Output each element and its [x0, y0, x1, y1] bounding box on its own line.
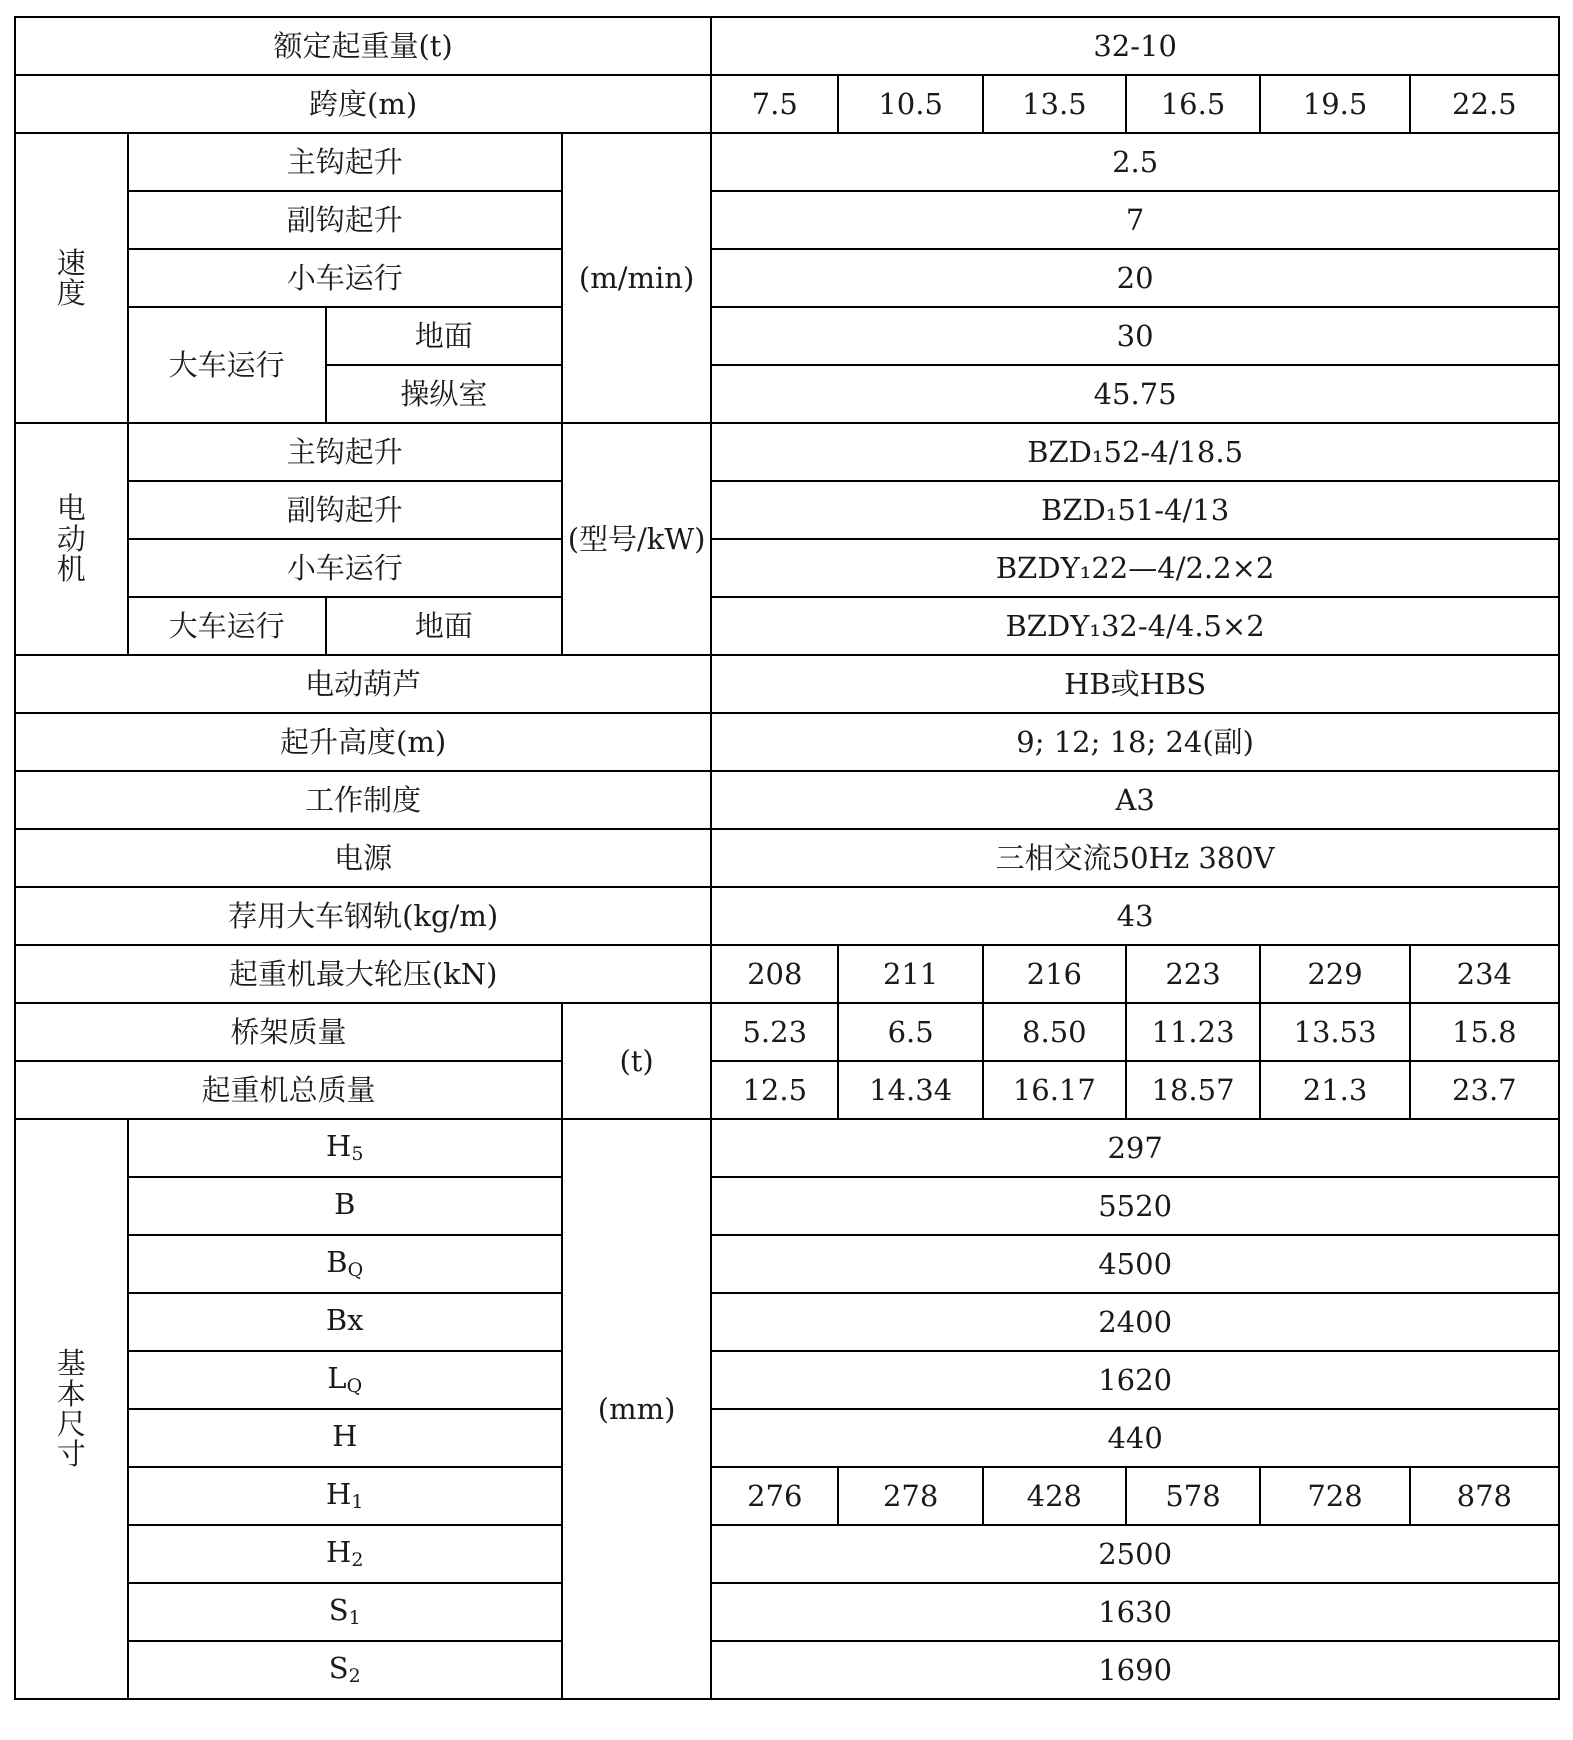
hoist-row	[15, 655, 1559, 713]
total-mass-value: 21.3	[1260, 1061, 1409, 1119]
duty-label: 工作制度	[15, 771, 711, 829]
dim-symbol	[128, 1409, 562, 1467]
dim-h1-value: 878	[1410, 1467, 1559, 1525]
span-label: 跨度(m)	[15, 75, 711, 133]
span-value: 10.5	[838, 75, 983, 133]
dim-symbol	[128, 1351, 562, 1409]
motor-main-hoist-row	[15, 423, 1559, 481]
span-value: 19.5	[1260, 75, 1409, 133]
dim-row-bq	[15, 1235, 1559, 1293]
rail-value: 43	[711, 887, 1559, 945]
dim-row-h1	[15, 1467, 1559, 1525]
total-mass-label: 起重机总质量	[15, 1061, 562, 1119]
bridge-mass-value: 6.5	[838, 1003, 983, 1061]
motor-group-label	[15, 423, 128, 655]
dim-row-lq	[15, 1351, 1559, 1409]
motor-crane-ground-label: 地面	[326, 597, 562, 655]
duty-value: A3	[711, 771, 1559, 829]
speed-trolley-label: 小车运行	[128, 249, 562, 307]
rated-capacity-label: 额定起重量(t)	[15, 17, 711, 75]
dimensions-group-text: 基本尺寸	[56, 1346, 86, 1472]
speed-crane-ground-row	[15, 307, 1559, 365]
rated-capacity-row	[15, 17, 1559, 75]
speed-crane-cab-value: 45.75	[711, 365, 1559, 423]
speed-main-hoist-row	[15, 133, 1559, 191]
rated-capacity-value: 32-10	[711, 17, 1559, 75]
hoist-label: 电动葫芦	[15, 655, 711, 713]
wheel-load-row	[15, 945, 1559, 1003]
dim-value: 5520	[711, 1177, 1559, 1235]
dim-symbol	[128, 1293, 562, 1351]
dim-value: 297	[711, 1119, 1559, 1177]
dim-h1-value: 728	[1260, 1467, 1409, 1525]
wheel-load-value: 223	[1126, 945, 1261, 1003]
lift-height-value: 9; 12; 18; 24(副)	[711, 713, 1559, 771]
dim-value: 1620	[711, 1351, 1559, 1409]
dim-symbol-sub: 1	[351, 1491, 364, 1514]
wheel-load-value: 229	[1260, 945, 1409, 1003]
speed-group-label	[15, 133, 128, 423]
total-mass-row	[15, 1061, 1559, 1119]
dim-symbol-sub: Q	[346, 1375, 363, 1398]
motor-trolley-label: 小车运行	[128, 539, 562, 597]
wheel-load-value: 208	[711, 945, 838, 1003]
motor-aux-hoist-label: 副钩起升	[128, 481, 562, 539]
speed-crane-ground-label: 地面	[326, 307, 562, 365]
dim-h1-value: 428	[983, 1467, 1126, 1525]
dim-symbol-main: H	[332, 1419, 358, 1454]
span-row	[15, 75, 1559, 133]
total-mass-value: 14.34	[838, 1061, 983, 1119]
wheel-load-label: 起重机最大轮压(kN)	[15, 945, 711, 1003]
speed-trolley-row	[15, 249, 1559, 307]
dimensions-group-label	[15, 1119, 128, 1699]
dim-symbol-sub: 2	[351, 1549, 364, 1572]
wheel-load-value: 234	[1410, 945, 1559, 1003]
power-row	[15, 829, 1559, 887]
speed-main-hoist-label: 主钩起升	[128, 133, 562, 191]
dim-row-bx	[15, 1293, 1559, 1351]
bridge-mass-value: 5.23	[711, 1003, 838, 1061]
speed-unit: (m/min)	[562, 133, 711, 423]
speed-trolley-value: 20	[711, 249, 1559, 307]
motor-trolley-row	[15, 539, 1559, 597]
dim-value: 2500	[711, 1525, 1559, 1583]
bridge-mass-value: 13.53	[1260, 1003, 1409, 1061]
wheel-load-value: 216	[983, 945, 1126, 1003]
motor-crane-ground-row	[15, 597, 1559, 655]
dim-row-s1	[15, 1583, 1559, 1641]
duty-row	[15, 771, 1559, 829]
power-label: 电源	[15, 829, 711, 887]
bridge-mass-value: 11.23	[1126, 1003, 1261, 1061]
dim-symbol-sub: 5	[351, 1143, 364, 1166]
motor-aux-hoist-row	[15, 481, 1559, 539]
dim-row-h	[15, 1409, 1559, 1467]
dimensions-unit: (mm)	[562, 1119, 711, 1699]
dim-symbol-main: S	[328, 1651, 349, 1686]
dim-row-s2	[15, 1641, 1559, 1699]
dim-symbol-main: L	[327, 1361, 347, 1396]
speed-aux-hoist-row	[15, 191, 1559, 249]
speed-group-text: 速度	[56, 245, 86, 310]
span-value: 16.5	[1126, 75, 1261, 133]
total-mass-value: 12.5	[711, 1061, 838, 1119]
speed-aux-hoist-value: 7	[711, 191, 1559, 249]
bridge-mass-value: 8.50	[983, 1003, 1126, 1061]
dim-value: 1630	[711, 1583, 1559, 1641]
dim-value: 4500	[711, 1235, 1559, 1293]
motor-main-hoist-label: 主钩起升	[128, 423, 562, 481]
motor-aux-hoist-value: BZD₁51-4/13	[711, 481, 1559, 539]
speed-aux-hoist-label: 副钩起升	[128, 191, 562, 249]
dim-symbol-sub: 1	[348, 1607, 361, 1630]
dim-symbol	[128, 1119, 562, 1177]
total-mass-value: 16.17	[983, 1061, 1126, 1119]
speed-crane-travel-label: 大车运行	[128, 307, 326, 423]
motor-trolley-value: BZDY₁22—4/2.2×2	[711, 539, 1559, 597]
motor-crane-ground-value: BZDY₁32-4/4.5×2	[711, 597, 1559, 655]
speed-main-hoist-value: 2.5	[711, 133, 1559, 191]
dim-symbol	[128, 1641, 562, 1699]
motor-group-text: 电动机	[56, 491, 86, 587]
bridge-mass-value: 15.8	[1410, 1003, 1559, 1061]
dim-symbol	[128, 1467, 562, 1525]
dim-symbol-main: H	[326, 1129, 352, 1164]
dim-symbol-sub: Q	[347, 1259, 364, 1282]
rail-label: 荐用大车钢轨(kg/m)	[15, 887, 711, 945]
total-mass-value: 23.7	[1410, 1061, 1559, 1119]
bridge-mass-row	[15, 1003, 1559, 1061]
span-value: 13.5	[983, 75, 1126, 133]
speed-crane-cab-label: 操纵室	[326, 365, 562, 423]
dim-value: 1690	[711, 1641, 1559, 1699]
hoist-value: HB或HBS	[711, 655, 1559, 713]
dim-symbol-main: Bx	[325, 1303, 364, 1338]
dim-symbol-main: B	[334, 1187, 356, 1222]
dim-h1-value: 276	[711, 1467, 838, 1525]
dim-symbol	[128, 1177, 562, 1235]
dim-symbol	[128, 1525, 562, 1583]
dim-symbol-main: H	[326, 1535, 352, 1570]
total-mass-value: 18.57	[1126, 1061, 1261, 1119]
dim-symbol	[128, 1235, 562, 1293]
dim-symbol-main: S	[328, 1593, 349, 1628]
speed-crane-ground-value: 30	[711, 307, 1559, 365]
dim-symbol	[128, 1583, 562, 1641]
motor-main-hoist-value: BZD₁52-4/18.5	[711, 423, 1559, 481]
dim-h1-value: 278	[838, 1467, 983, 1525]
dim-h1-value: 578	[1126, 1467, 1261, 1525]
dim-symbol-sub: 2	[348, 1665, 361, 1688]
rail-row	[15, 887, 1559, 945]
dim-row-h2	[15, 1525, 1559, 1583]
wheel-load-value: 211	[838, 945, 983, 1003]
lift-height-label: 起升高度(m)	[15, 713, 711, 771]
span-value: 22.5	[1410, 75, 1559, 133]
dim-symbol-main: H	[326, 1477, 352, 1512]
dim-row-b	[15, 1177, 1559, 1235]
dim-symbol-main: B	[326, 1245, 348, 1280]
dim-row-h5	[15, 1119, 1559, 1177]
mass-unit: (t)	[562, 1003, 711, 1119]
motor-crane-travel-label: 大车运行	[128, 597, 326, 655]
power-value: 三相交流50Hz 380V	[711, 829, 1559, 887]
motor-unit: (型号/kW)	[562, 423, 711, 655]
dim-value: 440	[711, 1409, 1559, 1467]
crane-spec-table	[14, 16, 1560, 1700]
lift-height-row	[15, 713, 1559, 771]
bridge-mass-label: 桥架质量	[15, 1003, 562, 1061]
dim-value: 2400	[711, 1293, 1559, 1351]
span-value: 7.5	[711, 75, 838, 133]
